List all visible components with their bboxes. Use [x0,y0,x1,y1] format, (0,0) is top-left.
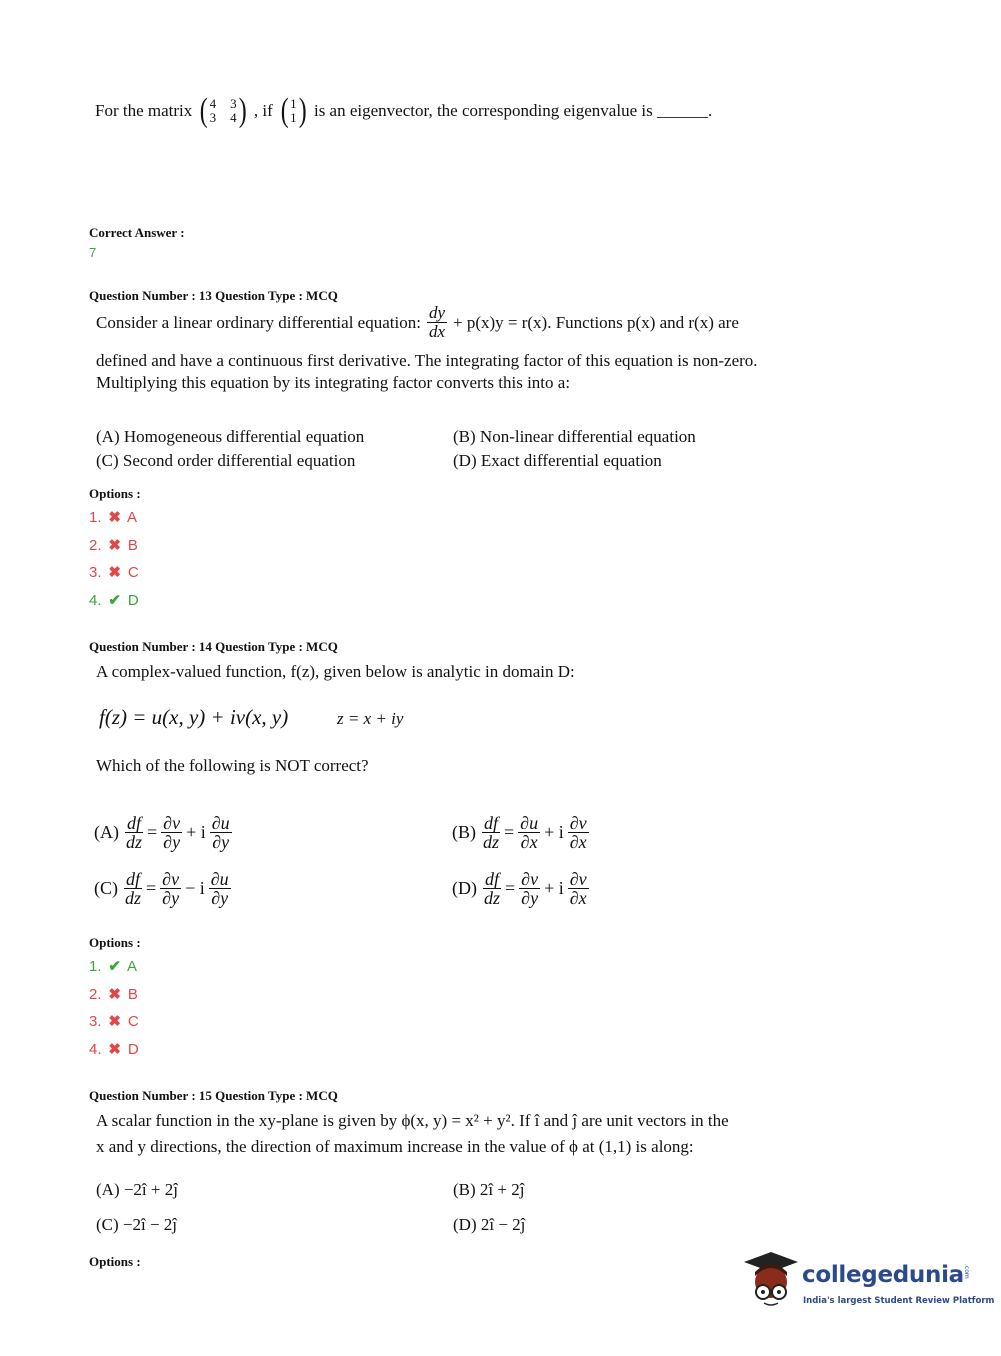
q14-option-4 [89,1040,139,1058]
option-label: D [127,592,139,609]
q15-choice-a: (A) −2î + 2ĵ [96,1180,178,1199]
q15-line2: x and y directions, the direction of maximum increase in the value of ϕ at (1,1) is along: [96,1137,694,1156]
operator: + i [186,822,206,842]
q14-choice-d: (D) $\frac{df}{dz}$ = $\frac{\partial v}{\partial y}$ + i $\frac{\partial v}{\partial x}$ [452,869,587,908]
q15-options-label: Options : [89,1254,141,1269]
choice-label: (D) [452,878,477,898]
option-label: A [127,958,138,975]
frac-num: ∂u [520,813,539,833]
q12-text-prefix: For the matrix [95,101,193,120]
check-icon: ✔ [108,592,121,609]
matrix-cell: 4 [209,96,217,111]
cross-icon: ✖ [108,1013,121,1030]
q15-choice-b: (B) 2î + 2ĵ [453,1180,525,1199]
q14-option-3 [89,1012,139,1030]
option-label: B [127,537,138,554]
frac-den: dz [125,888,142,908]
q14-function: f(z) = u(x, y) + iv(x, y) [99,705,289,729]
option-number: 2. [89,537,102,554]
q13-line2: defined and have a continuous first derivative. The integrating factor of this equation is non-zero. [96,351,758,370]
q14-options-label: Options : [89,935,141,950]
q13-line1-eq: + p(x)y = r(x). Functions p(x) and r(x) are [452,312,739,332]
q12-text-suffix: is an eigenvector, the corresponding eigenvalue is ______. [313,101,713,120]
q14-line2: Which of the following is NOT correct? [96,756,369,775]
logo-suffix: .com [963,1264,970,1279]
q13-option-4 [89,591,139,609]
frac-num: ∂v [521,869,539,889]
operator: − i [185,878,205,898]
q12-statement [95,94,712,128]
frac-den: dz [126,832,143,852]
option-label: C [127,564,139,581]
frac-num: ∂v [163,813,181,833]
frac-num: df [485,869,500,889]
frac-den: ∂x [569,888,587,908]
q15-header: Question Number : 15 Question Type : MCQ [89,1088,338,1103]
q13-header: Question Number : 13 Question Type : MCQ [89,288,338,303]
logo-tagline: India's largest Student Review Platform [803,1296,995,1306]
option-label: B [127,986,138,1003]
frac-num: df [127,813,142,833]
collegedunia-logo [742,1250,995,1314]
logo-name: collegedunia [802,1262,964,1288]
operator: + i [544,878,564,898]
frac-num: df [484,813,499,833]
cross-icon: ✖ [108,564,121,581]
frac-den: ∂y [163,832,181,852]
choice-label: (A) [94,822,119,842]
mascot-icon [742,1250,800,1310]
option-number: 3. [89,1013,102,1030]
choice-label: (C) [94,878,118,898]
frac-num: df [126,869,141,889]
option-number: 3. [89,564,102,581]
q13-option-1 [89,508,137,526]
q13-choice-c: (C) Second order differential equation [96,451,356,470]
q15-choice-c: (C) −2î − 2ĵ [96,1215,178,1234]
cross-icon: ✖ [108,986,121,1003]
q13-option-2 [89,536,138,554]
frac-den: ∂y [211,888,229,908]
q13-option-3 [89,563,139,581]
frac-num: ∂v [569,869,587,889]
q13-choice-a: (A) Homogeneous differential equation [96,427,365,446]
q14-line1: A complex-valued function, f(z), given below is analytic in domain D: [96,662,575,681]
frac-den: ∂y [212,832,230,852]
q13-choice-d: (D) Exact differential equation [453,451,662,470]
frac-num: ∂v [162,869,180,889]
frac-den: ∂y [521,888,539,908]
q15-choice-d: (D) 2î − 2ĵ [453,1215,526,1234]
vector-cell: 1 [290,110,297,125]
vector-cell: 1 [290,96,297,111]
deriv-den: dx [428,322,445,341]
cross-icon: ✖ [108,1041,121,1058]
q13-derivative [427,304,447,341]
check-icon: ✔ [108,958,121,975]
matrix-cell: 4 [230,110,237,125]
q14-choice-a: (A) $\frac{df}{dz}$ = $\frac{\partial v}{\partial y}$ + i $\frac{\partial u}{\partial y}$ [94,813,230,852]
matrix-cell: 3 [230,96,237,111]
q12-matrix: ( 4 3 3 4 ) [199,92,247,129]
option-number: 4. [89,1041,102,1058]
option-number: 1. [89,958,102,975]
q14-choice-b: (B) $\frac{df}{dz}$ = $\frac{\partial u}{\partial x}$ + i $\frac{\partial v}{\partial x}$ [452,813,587,852]
q14-choice-c: (C) $\frac{df}{dz}$ = $\frac{\partial v}{\partial y}$ − i $\frac{\partial u}{\partial y}$ [94,869,229,908]
frac-den: ∂x [520,832,538,852]
q13-line1 [96,304,739,341]
q13-line1-prefix: Consider a linear ordinary differential equation: [96,312,421,332]
option-label: D [127,1041,139,1058]
q12-vector: ( 1 1 ) [280,92,307,129]
operator: + i [544,822,564,842]
correct-answer-value: 7 [89,245,97,260]
option-number: 2. [89,986,102,1003]
q14-option-2 [89,985,138,1003]
cross-icon: ✖ [108,537,121,554]
frac-den: ∂y [162,888,180,908]
q14-zdef: z = x + iy [337,709,404,728]
q15-line1: A scalar function in the xy-plane is given by ϕ(x, y) = x² + y². If î and ĵ are unit vectors in the [96,1111,729,1130]
q13-choice-b: (B) Non-linear differential equation [453,427,696,446]
q14-header: Question Number : 14 Question Type : MCQ [89,639,338,654]
option-label: C [127,1013,139,1030]
q13-line3: Multiplying this equation by its integrating factor converts this into a: [96,373,571,392]
cross-icon: ✖ [108,509,121,526]
frac-den: dz [484,888,501,908]
choice-label: (B) [452,822,476,842]
option-number: 1. [89,509,102,526]
option-label: A [127,509,138,526]
correct-answer-label: Correct Answer : [89,225,185,240]
frac-num: ∂v [569,813,587,833]
matrix-cell: 3 [209,110,217,125]
q12-text-if: , if [253,101,273,120]
frac-num: ∂u [211,813,230,833]
frac-den: dz [483,832,500,852]
option-number: 4. [89,592,102,609]
q13-options-label: Options : [89,486,141,501]
frac-num: ∂u [210,869,229,889]
deriv-num: dy [428,303,445,322]
frac-den: ∂x [569,832,587,852]
q14-option-1 [89,957,137,975]
